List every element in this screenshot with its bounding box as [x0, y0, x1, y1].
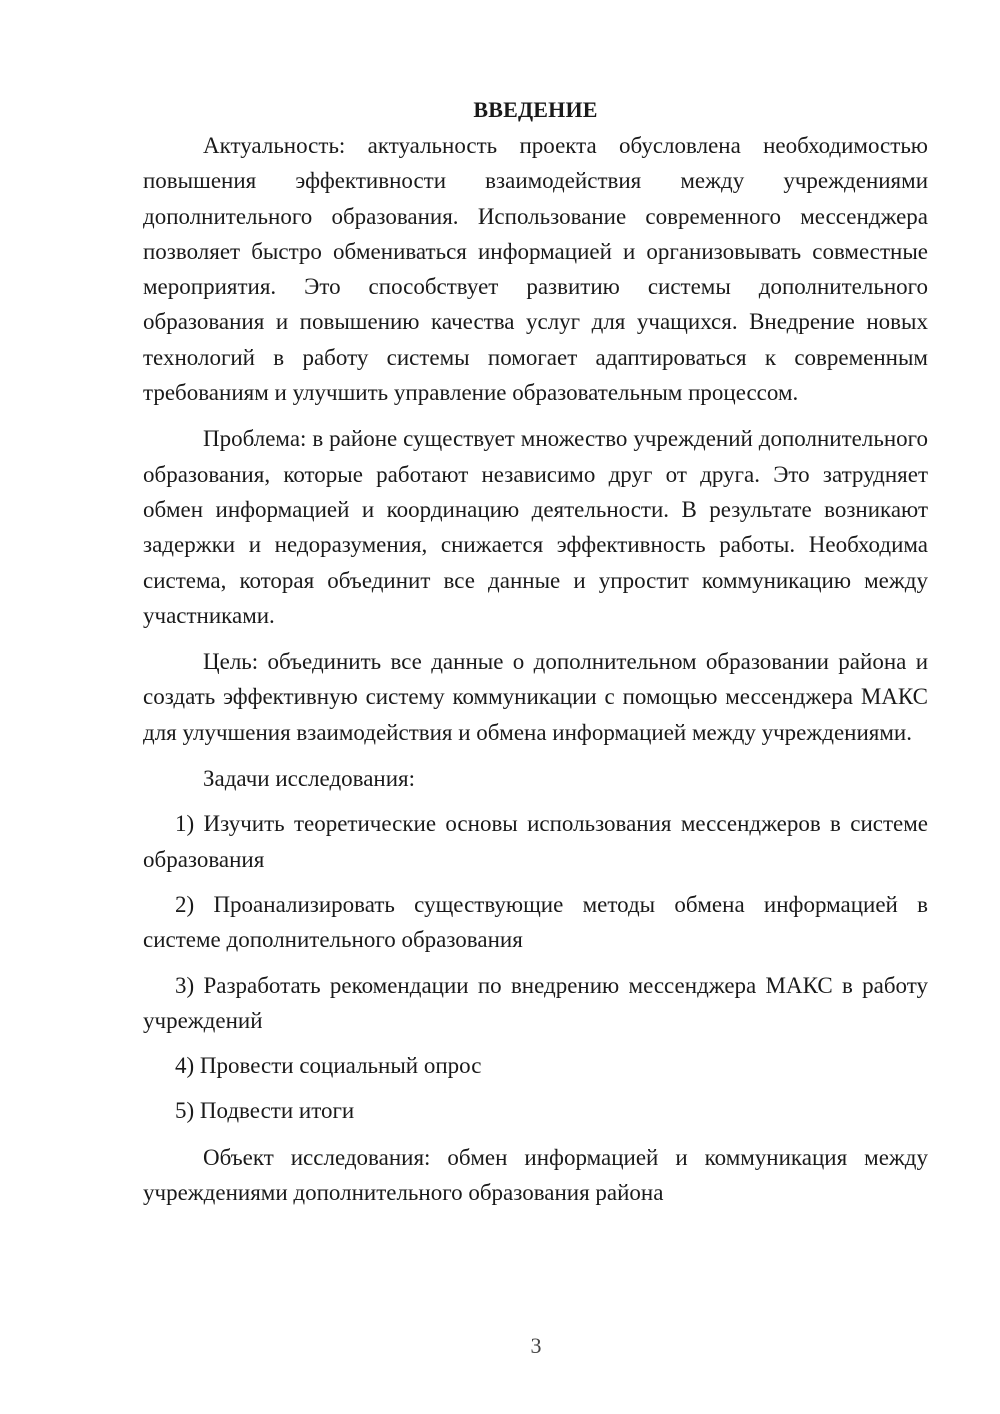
- task-item-1: 1) Изучить теоретические основы использования мессенджеров в системе образования: [143, 811, 928, 872]
- task-item-5: 5) Подвести итоги: [175, 1098, 355, 1124]
- relevance-paragraph: Актуальность: актуальность проекта обусловлена необходимостью повышения эффективности взаимодействия между учреждениями дополнительного образования. Использование современного мессенджера позволяет быстро обмениваться информацией и организовывать совместные мероприятия. Это способствует развитию системы дополнительного образования и повышению качества услуг для учащихся. Внедрение новых технологий в работу системы помогает адаптироваться к современным требованиям и улучшить управление образовательным процессом.: [143, 133, 928, 406]
- task-item-3: 3) Разработать рекомендации по внедрению мессенджера МАКС в работу учреждений: [143, 972, 928, 1033]
- task-item-2: 2) Проанализировать существующие методы обмена информацией в системе дополнительного образования: [143, 891, 928, 953]
- object-paragraph: Объект исследования: обмен информацией и коммуникация между учреждениями дополнительного образования района: [143, 1144, 928, 1206]
- goal-paragraph: Цель: объединить все данные о дополнительном образовании района и создать эффективную систему коммуникации с помощью мессенджера МАКС для улучшения взаимодействия и обмена информацией между учреждениями.: [143, 649, 928, 745]
- task-item-4: 4) Провести социальный опрос: [175, 1053, 482, 1079]
- page-title: ВВЕДЕНИЕ: [473, 97, 598, 122]
- page-number: 3: [530, 1333, 542, 1358]
- page-content: [143, 92, 928, 1210]
- problem-paragraph: Проблема: в районе существует множество учреждений дополнительного образования, которые работают независимо друг от друга. Это затрудняет обмен информацией и координацию деятельности. В результате возникают задержки и недоразумения, снижается эффективность работы. Необходима система, которая объединит все данные и упростит коммуникацию между участниками.: [143, 426, 928, 628]
- tasks-title: Задачи исследования:: [203, 766, 416, 792]
